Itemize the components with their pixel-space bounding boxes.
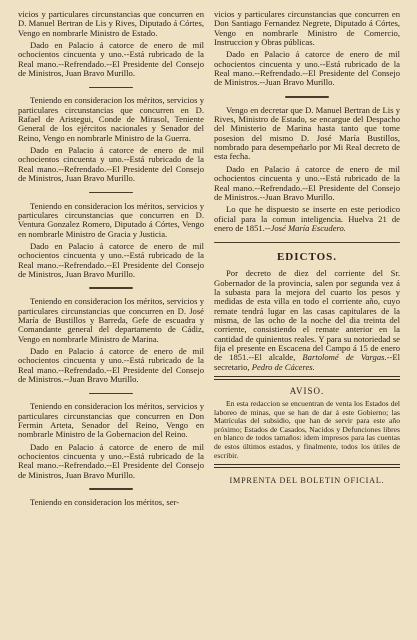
left-column xyxy=(18,10,204,632)
two-column-layout xyxy=(18,10,405,632)
printer-imprint: IMPRENTA DEL BOLETIN OFICIAL. xyxy=(229,476,385,486)
publication-note-text: Lo que he dispuesto se inserte en este periodico oficial para la comun inteligencia. Huelva 21 de enero de 1851.-- xyxy=(214,204,400,233)
edict-secretary-name: Pedro de Cáceres. xyxy=(251,361,315,372)
double-rule xyxy=(214,464,400,468)
double-rule xyxy=(214,376,400,380)
right-column xyxy=(214,10,400,632)
decree-signature: Dado en Palacio á catorce de enero de mil ochocientos cincuenta y uno.--Está rubricado de la Real mano.--Refrendado.--El Presidente del Consejo de Ministros, Juan Bravo Murillo. xyxy=(18,40,204,79)
decree-signature: Dado en Palacio á catorce de enero de mil ochocientos cincuenta y uno.--Está rubricado de la Real mano.--Refrendado.--El Presidente del Consejo de Ministros, Juan Bravo Murillo. xyxy=(18,441,204,480)
separator-ornament xyxy=(18,284,204,292)
edict-text xyxy=(214,269,400,372)
section-rule xyxy=(214,238,400,246)
aviso-text: En esta redaccion se encuentran de venta los Estados del laboreo de minas, que se han de dar á este Gobierno; las Matrículas del subsidio, que han de servir para este año próximo; Estados de Casados, Nacidos y Defunciones libres en blanco de todos tamaños: idem impresos para las cuentas de estos últimos estados, y finalmente, todos los útiles de escribir. xyxy=(214,399,400,460)
separator-ornament xyxy=(18,189,204,197)
decree-text: Teniendo en consideracion los méritos, servicios y particulares circunstancias que concurren en D. Ventura Gonzalez Romero, Diputado á Córtes, Vengo en nombrarle Ministro de Gracia y Justicia. xyxy=(18,200,204,239)
decree-text: Teniendo en consideracion los méritos, servicios y particulares circunstancias que concurren en D. José María de Bustillos y Barreda, Gefe de escuadra y Comandante general del departamento de Cádiz, Vengo en nombrarle Ministro de Marina. xyxy=(18,296,204,344)
aviso-heading: AVISO. xyxy=(289,386,325,396)
separator-ornament xyxy=(18,389,204,397)
decree-text: Teniendo en consideracion los méritos, servicios y particulares circunstancias que concurren en Don Fermin Arteta, Senador del Reino, Vengo en nombrarle Ministro de la Gobernacion del Reino. xyxy=(18,401,204,440)
decree-text: Vengo en decretar que D. Manuel Bertran de Lis y Rives, Ministro de Estado, se encargue del Despacho del Ministerio de Marina hasta tanto que tome posesion del mismo D. José María Bustillos, nombrado para desempeñarlo por Mi Real decreto de esta fecha. xyxy=(214,104,400,162)
decree-signature: Dado en Palacio á catorce de enero de mil ochocientos cincuenta y uno.--Está rubricado de la Real mano.--Refrendado.--El Presidente del Consejo de Ministros, Juan Bravo Murillo. xyxy=(18,145,204,184)
edict-alcalde-name: Bartolomé de Vargas. xyxy=(302,352,387,363)
decree-signature: Dado en Palacio á catorce de enero de mil ochocientos cincuenta y uno.--Está rubricado de la Real mano.--Refrendado.--El Presidente del Consejo de Ministros.--Juan Bravo Murillo. xyxy=(214,163,400,202)
decree-text: vicios y particulares circunstancias que concurren en Don Santiago Fernandez Negrete, Diputado á Córtes, Vengo en nombrarle Ministro de Comercio, Instruccion y Obras públicas. xyxy=(214,10,400,48)
separator-ornament xyxy=(18,485,204,493)
decree-text: Teniendo en consideracion los méritos, servicios y particulares circunstancias que concurren en D. Rafael de Aristegui, Conde de Mirasol, Teniente General de los ejércitos nacionales y Senador del Reino, Vengo en nombrarle Ministro de la Guerra. xyxy=(18,95,204,143)
aviso-block xyxy=(214,400,400,460)
decree-text: Teniendo en consideracion los méritos, ser- xyxy=(30,497,180,508)
decree-signature: Dado en Palacio á catorce de enero de mil ochocientos cincuenta y uno.--Está rubricado de la Real mano.--Refrendado.--El Presidente del Consejo de Ministros.--Juan Bravo Murillo. xyxy=(18,345,204,384)
edict-body: Por decreto de diez del corriente del Sr. Gobernador de la provincia, salen por segunda vez á la subasta para la mejora del cuarto los pesos y medidas de esta villa en todo el corriente año, cuyo remate tendrá lugar en las casas capitulares de la misma, de las ocho de la noche del dia treinta del corriente, consistiendo el remate anterior en la cantidad de quinientos reales. Y para su notoriedad se fija el presente en Escacena del Campo á 15 de enero de 1851.--El alcalde, xyxy=(214,268,400,363)
decree-text: vicios y particulares circunstancias que concurren en D. Manuel Bertran de Lis y Rives, Diputado á Córtes, Vengo en nombrarle Ministro de Estado. xyxy=(18,10,204,38)
separator-ornament xyxy=(18,83,204,91)
edictos-heading: EDICTOS. xyxy=(276,251,338,264)
decree-signature: Dado en Palacio á catorce de enero de mil ochocientos cincuenta y uno.--Está rubricado de la Real mano.--Refrendado.--El Presidente del Consejo de Ministros, Juan Bravo Murillo. xyxy=(18,240,204,279)
publication-signatory: José María Escudero. xyxy=(270,222,346,233)
separator-ornament xyxy=(214,93,400,101)
edict-secretary-label: --El secretario, xyxy=(214,352,400,372)
decree-signature: Dado en Palacio á catorce de enero de mil ochocientos cincuenta y uno.--Está rubricado de la Real mano.--Refrendado.--El Presidente del Consejo de Ministros.--Juan Bravo Murillo. xyxy=(214,49,400,88)
publication-note xyxy=(214,205,400,233)
